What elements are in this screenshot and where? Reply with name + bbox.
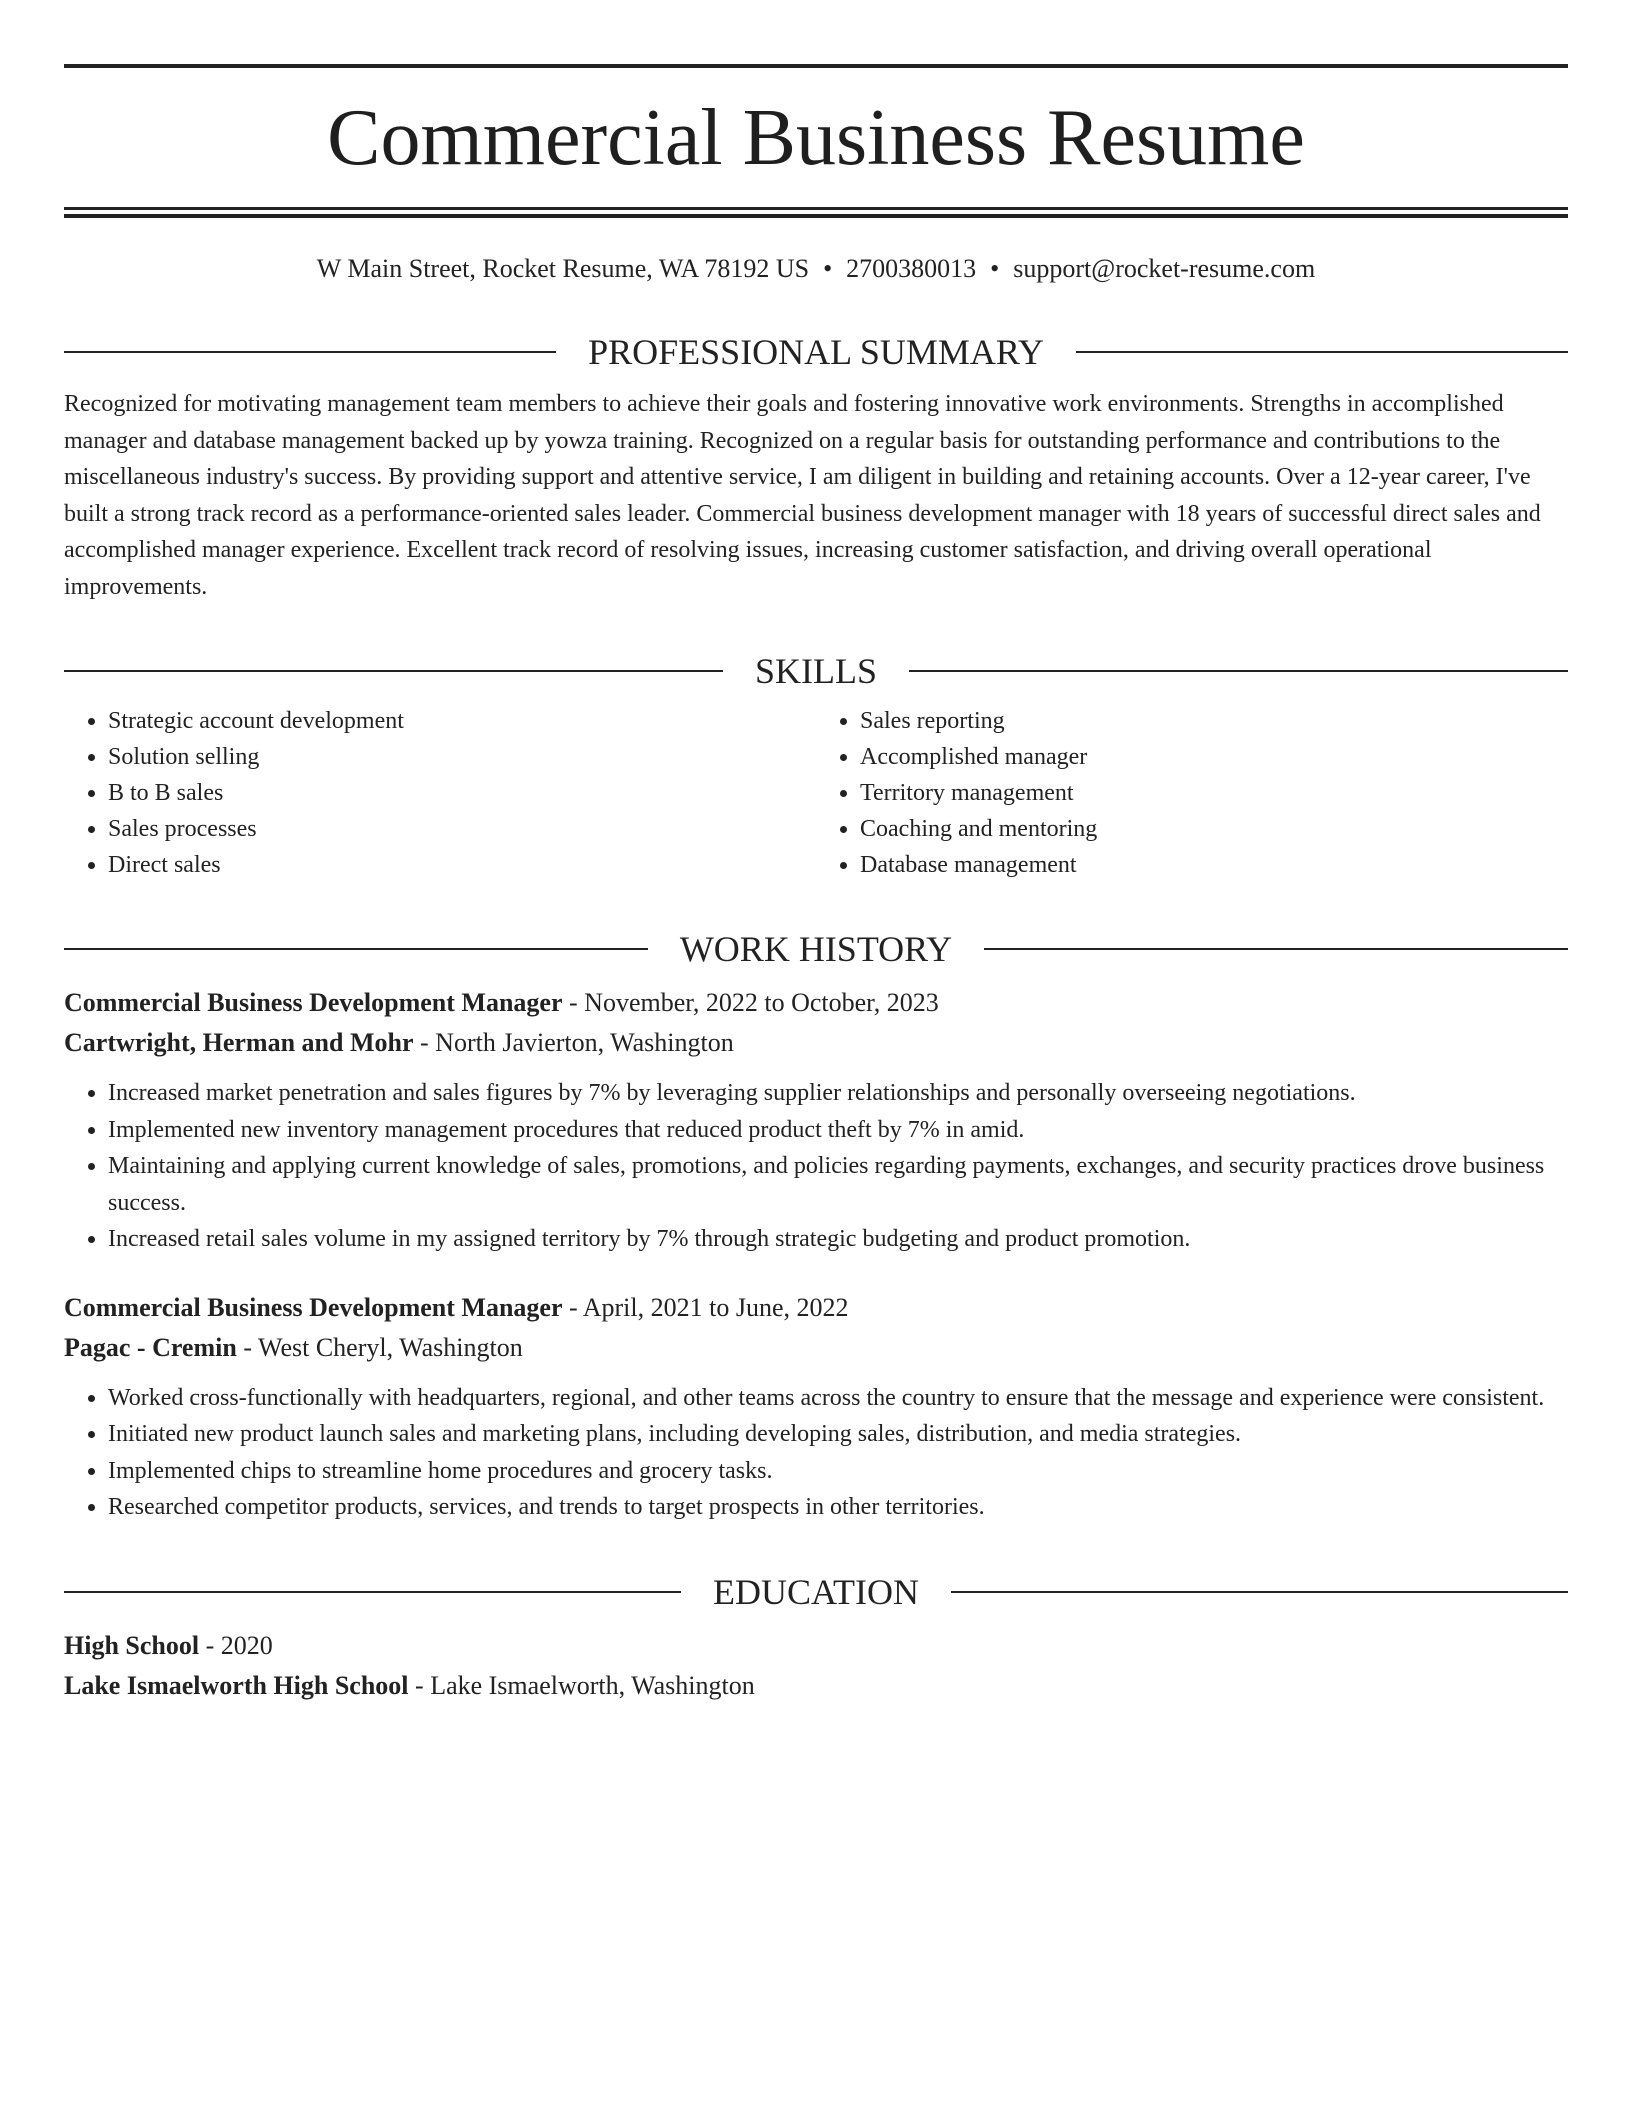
job-company-line (64, 1328, 1568, 1368)
job-entry (64, 983, 1568, 1258)
skill-item: • Coaching and mentoring (860, 811, 1568, 847)
job-bullet: • Maintaining and applying current knowledge of sales, promotions, and policies regarding payments, exchanges, and security practices drove business success. (108, 1148, 1568, 1221)
job-bullet: • Worked cross-functionally with headquarters, regional, and other teams across the country to ensure that the message and experience were consistent. (108, 1380, 1568, 1417)
job-entry (64, 1288, 1568, 1526)
contact-line (64, 252, 1568, 286)
title-divider (64, 207, 1568, 218)
job-company: Cartwright, Herman and Mohr (64, 1028, 414, 1057)
job-bullets (64, 1075, 1568, 1258)
section-title: PROFESSIONAL SUMMARY (588, 332, 1044, 372)
job-location: - North Javierton, Washington (413, 1028, 734, 1057)
education-entry (64, 1626, 1568, 1706)
skill-item: • Territory management (860, 775, 1568, 811)
heading-rule (64, 351, 556, 353)
skills-list (64, 703, 1568, 883)
job-bullet: • Initiated new product launch sales and marketing plans, including developing sales, distribution, and media strategies. (108, 1416, 1568, 1453)
section-title: WORK HISTORY (679, 929, 953, 969)
skill-item: • Strategic account development (108, 703, 816, 739)
section-title: SKILLS (755, 651, 878, 691)
heading-rule (64, 948, 648, 950)
education-school-line (64, 1666, 1568, 1706)
contact-separator: • (823, 254, 833, 283)
heading-rule (1076, 351, 1568, 353)
job-bullets (64, 1380, 1568, 1526)
resume-title: Commercial Business Resume (327, 94, 1305, 182)
job-title: Commercial Business Development Manager (64, 1292, 563, 1322)
job-bullet: • Implemented chips to streamline home procedures and grocery tasks. (108, 1453, 1568, 1490)
skill-item: • Solution selling (108, 739, 816, 775)
contact-separator: • (990, 254, 1000, 283)
skill-item: • Accomplished manager (860, 739, 1568, 775)
contact-phone: 2700380013 (846, 254, 977, 283)
heading-rule (64, 670, 723, 672)
job-bullet: • Researched competitor products, services, and trends to target prospects in other territories. (108, 1489, 1568, 1526)
job-bullet: • Increased market penetration and sales figures by 7% by leveraging supplier relationships and personally overseeing negotiations. (108, 1075, 1568, 1112)
job-dates: - April, 2021 to June, 2022 (562, 1292, 849, 1322)
section-heading-work (64, 929, 1568, 969)
education-school: Lake Ismaelworth High School (64, 1670, 409, 1700)
heading-rule (909, 670, 1568, 672)
skill-item: • Database management (860, 847, 1568, 883)
job-bullet: • Increased retail sales volume in my assigned territory by 7% through strategic budgeting and product promotion. (108, 1221, 1568, 1258)
section-title: EDUCATION (713, 1571, 919, 1612)
job-title-line (64, 1288, 1568, 1328)
summary-text: Recognized for motivating management team members to achieve their goals and fostering innovative work environments. Strengths in accomplished manager and database management backed up by yowza training. Recognized on a regular basis for outstanding performance and contributions to the miscellaneous industry's success. By providing support and attentive service, I am diligent in building and retaining accounts. Over a 12-year career, I've built a strong track record as a performance-oriented sales leader. Commercial business development manager with 18 years of successful direct sales and accomplished manager experience. Excellent track record of resolving issues, increasing customer satisfaction, and driving overall operational improvements. (64, 391, 1541, 600)
skills-column-right (816, 703, 1568, 883)
job-location: - West Cheryl, Washington (236, 1332, 523, 1362)
heading-rule (951, 1591, 1568, 1593)
section-heading-skills (64, 651, 1568, 691)
job-dates: - November, 2022 to October, 2023 (562, 988, 939, 1017)
heading-rule (984, 948, 1568, 950)
skills-column-left (64, 703, 816, 883)
job-company-line (64, 1023, 1568, 1063)
education-degree: High School (64, 1630, 200, 1660)
skill-item: • Sales processes (108, 811, 816, 847)
heading-rule (64, 1591, 681, 1593)
contact-email: support@rocket-resume.com (1013, 254, 1316, 283)
education-year: - 2020 (199, 1630, 273, 1660)
contact-address: W Main Street, Rocket Resume, WA 78192 US (316, 254, 810, 283)
section-heading-summary (64, 332, 1568, 372)
skill-item: • B to B sales (108, 775, 816, 811)
title-block (64, 64, 1568, 218)
resume-page (64, 64, 1568, 1706)
job-title-line (64, 983, 1568, 1023)
section-heading-education (64, 1572, 1568, 1612)
skill-item: • Sales reporting (860, 703, 1568, 739)
job-title: Commercial Business Development Manager (64, 988, 563, 1017)
education-degree-line (64, 1626, 1568, 1666)
job-company: Pagac - Cremin (64, 1332, 237, 1362)
skill-item: • Direct sales (108, 847, 816, 883)
education-location: - Lake Ismaelworth, Washington (408, 1670, 755, 1700)
job-bullet: • Implemented new inventory management procedures that reduced product theft by 7% in amid. (108, 1112, 1568, 1149)
